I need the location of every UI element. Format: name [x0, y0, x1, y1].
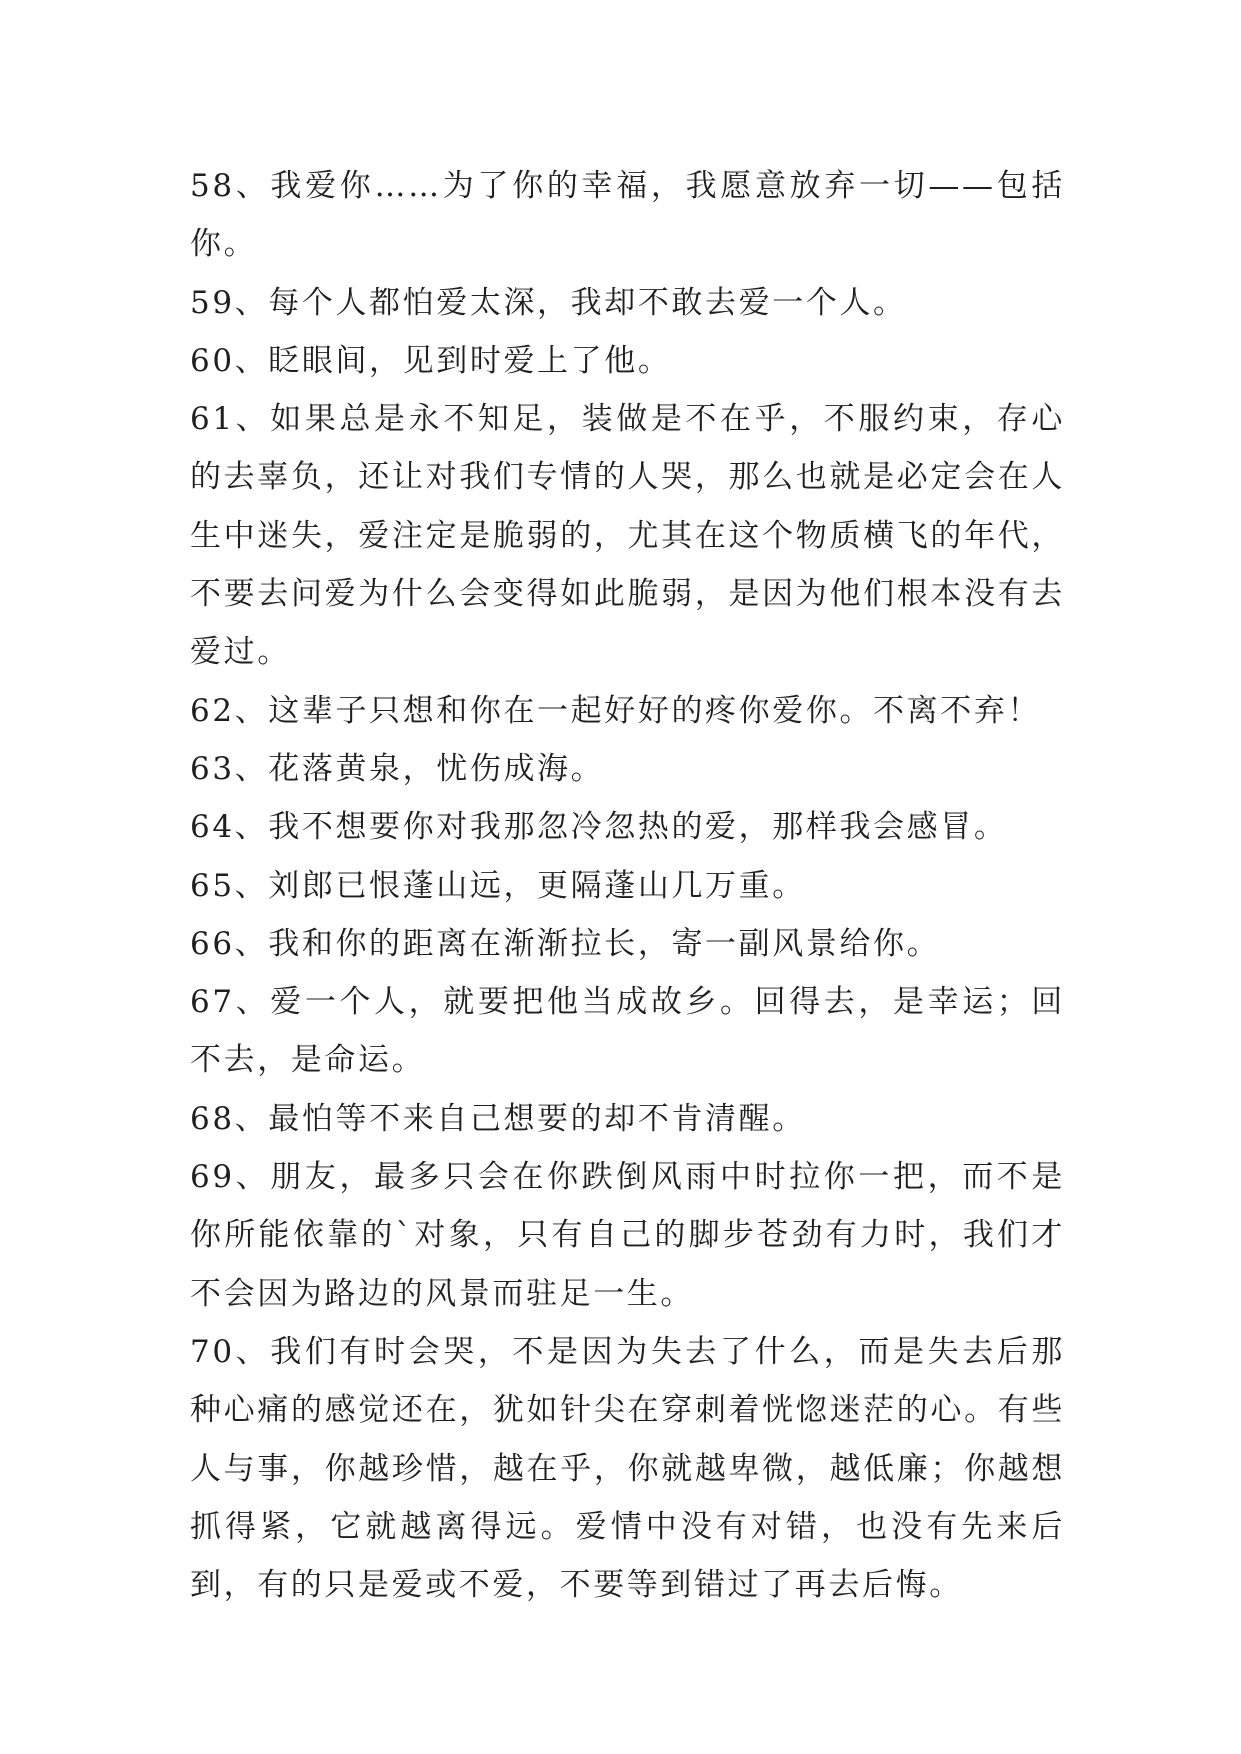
paragraph-68: 68、最怕等不来自己想要的却不肯清醒。 [190, 1100, 806, 1137]
paragraph-66: 66、我和你的距离在渐渐拉长，寄一副风景给你。 [190, 925, 941, 962]
paragraph-61: 61、如果总是永不知足，装做是不在乎，不服约束，存心的去辜负，还让对我们专情的人哭，那么也就是必定会在人生中迷失，爱注定是脆弱的，尤其在这个物质横飞的年代，不要去问爱为什么会变得如此脆弱，是因为他们根本没有去爱过。 [190, 401, 1065, 671]
paragraph-69: 69、朋友，最多只会在你跌倒风雨中时拉你一把，而不是你所能依靠的`对象，只有自己的脚步苍劲有力时，我们才不会因为路边的风景而驻足一生。 [190, 1159, 1065, 1312]
paragraph-67: 67、爱一个人，就要把他当成故乡。回得去，是幸运；回不去，是命运。 [190, 984, 1065, 1079]
paragraph-65: 65、刘郎已恨蓬山远，更隔蓬山几万重。 [190, 867, 806, 904]
paragraph-62: 62、这辈子只想和你在一起好好的疼你爱你。不离不弃！ [190, 692, 1042, 729]
paragraph-59: 59、每个人都怕爱太深，我却不敢去爱一个人。 [190, 284, 907, 321]
paragraph-63: 63、花落黄泉，忧伤成海。 [190, 750, 605, 787]
paragraph-70: 70、我们有时会哭，不是因为失去了什么，而是失去后那种心痛的感觉还在，犹如针尖在穿刺着恍惚迷茫的心。有些人与事，你越珍惜，越在乎，你就越卑微，越低廉；你越想抓得紧，它就越离得远。爱情中没有对错，也没有先来后到，有的只是爱或不爱，不要等到错过了再去后悔。 [190, 1333, 1065, 1604]
paragraph-58: 58、我爱你……为了你的幸福，我愿意放弃一切——包括你。 [190, 168, 1065, 263]
paragraph-60: 60、眨眼间，见到时爱上了他。 [190, 342, 672, 379]
paragraph-64: 64、我不想要你对我那忽冷忽热的爱，那样我会感冒。 [190, 809, 1008, 846]
document-body [190, 157, 1065, 1614]
